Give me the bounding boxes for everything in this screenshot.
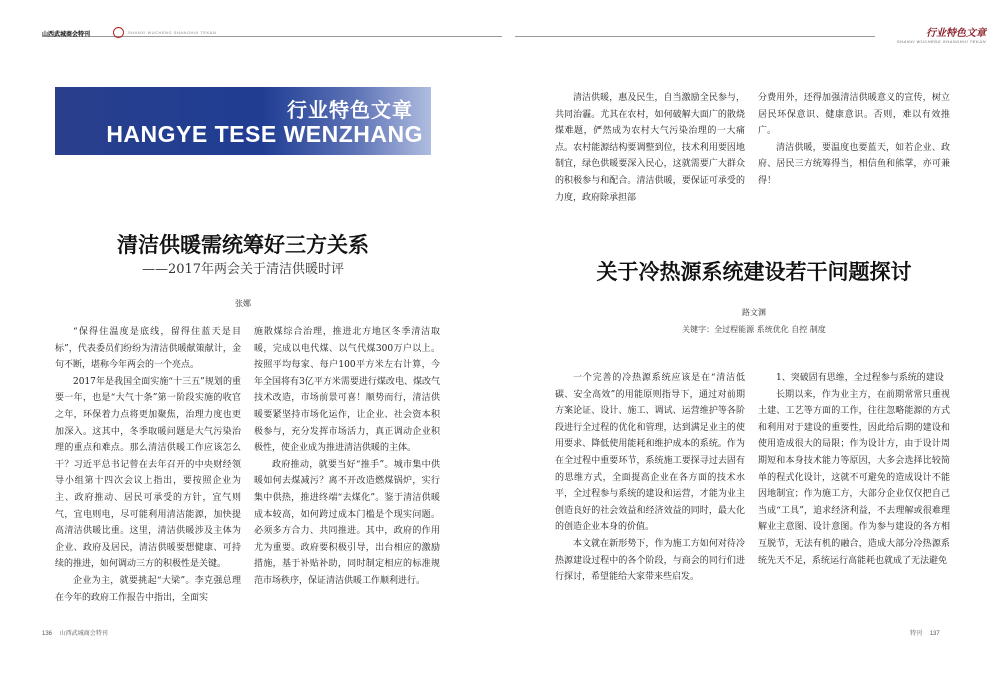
page-number-right: 137 [929, 631, 940, 637]
footer-left [42, 628, 108, 637]
paragraph: 一个完善的冷热源系统应该是在“清洁低碳、安全高效”的用能原则指导下，通过对前期方案论证、设计、施工、调试、运营维护等各阶段进行全过程的优化和管理，达到满足业主的使用要求、降低使用能耗和维护成本的系统。作为在全过程中重要环节，系统施工要探寻过去固有的思维方式，全面提高企业在各方面的技术水平，全过程参与系统的建设和运营，才能为业主创造良好的社会效益和经济效益的同时，最大化的创造企业本身的价值。 [555, 373, 745, 533]
article2-keywords: 关键字：全过程能源 系统优化 自控 制度 [682, 325, 826, 334]
article2-title: 关于冷热源系统建设若干问题探讨 [596, 260, 912, 284]
footer-label-right: 特刊 [910, 631, 923, 637]
section-brand-en: SHANXI WUCHENG SHANGHUI TEKAN [896, 39, 986, 44]
article2-author: 路文渊 [742, 308, 766, 317]
paragraph: 施散煤综合治理，推进北方地区冬季清洁取暖，完成以电代煤、以气代煤300万户以上。按照平均每家、每户100平方米左右计算，今年全国将有3亿平方米需要进行煤改电、煤改气技术改造，市场前景可喜！顺势而行，清洁供暖要紧坚持市场化运作，让企业、社会资本积极参与，充分发挥市场活力，真正调动企业积极性，使企业成为推进清洁供暖的主体。 [254, 327, 440, 454]
article1-column-4 [758, 90, 950, 190]
paragraph: 清洁供暖，要温度也要蓝天，如若企业、政府、居民三方统筹得当，相信鱼和熊掌，亦可兼得！ [758, 142, 950, 186]
article2-column-2 [758, 370, 950, 569]
banner-title-en: HANGYE TESE WENZHANG [106, 121, 423, 147]
page-number-left: 136 [42, 631, 53, 637]
section-banner [55, 87, 431, 155]
article2-column-1 [555, 370, 745, 586]
article1-column-2 [254, 324, 440, 590]
article1-column-1 [55, 324, 241, 606]
magazine-name-en: SHANXI WUCHENG SHANGHUI TEKAN [128, 30, 217, 35]
header-rule-right [515, 36, 875, 37]
paragraph: 分费用外，还得加强清洁供暖意义的宣传，树立居民环保意识、健康意识。否则，难以有效推广。 [758, 93, 950, 137]
masthead-right [897, 24, 986, 44]
paragraph: 企业为主，就要挑起“大梁”。李克强总理在今年的政府工作报告中指出，全面实 [55, 575, 241, 603]
paragraph: 2017年是我国全面实施“十三五”规划的重要一年，也是“大气十条”第一阶段实施的收官之年，环保着力点将更加聚焦，治理力度也更加深入。这其中，冬季取暖问题是大气污染治理的重点和难点。那么清洁供暖工作应该怎么干？习近平总书记曾在去年召开的中央财经领导小组第十四次会议上指出，要按照企业为主、政府推动、居民可承受的方针，宜气则气，宜电则电，尽可能利用清洁能源，加快提高清洁供暖比重。这里，清洁供暖涉及主体为企业、政府及居民，清洁供暖要想健康、可持续的推进，如何调动三方的积极性是关键。 [55, 376, 241, 570]
footer-right [910, 628, 940, 637]
article1-column-3 [555, 90, 745, 206]
chamber-logo-icon [113, 27, 124, 38]
footer-label-left: 山西武城商会特刊 [59, 631, 108, 637]
header-rule-left [42, 36, 502, 37]
article1-title: 清洁供暖需统筹好三方关系 [117, 233, 369, 257]
article1-subtitle: ——2017年两会关于清洁供暖时评 [141, 262, 345, 277]
banner-title: 行业特色文章 [287, 98, 413, 122]
masthead-left [42, 29, 90, 38]
section-brand: 行业特色文章 [926, 28, 986, 39]
paragraph: “保得住温度是底线，留得住蓝天是目标”，代表委员们纷纷为清洁供暖献策献计，金句不断，堪称今年两会的一个亮点。 [55, 327, 241, 371]
paragraph: 本文就在新形势下，作为施工方如何对待冷热源建设过程中的各个阶段，与商会的同行们进行探讨，希望能给大家带来些启发。 [555, 538, 745, 583]
magazine-name: 山西武城商会特刊 [42, 31, 91, 38]
article1-author: 张娜 [235, 299, 251, 308]
section-heading: 1、突破固有思维，全过程参与系统的建设 [776, 373, 944, 383]
paragraph: 清洁供暖，惠及民生，自当激励全民参与，共同治霾。尤其在农村，如何破解大面广的散烧煤难题，俨然成为农村大气污染治理的一大痛点。农村能源结构要调整到位，技术利用要因地制宜，绿色供暖要深入民心，这就需要广大群众的积极参与和配合。清洁供暖，要保证可承受的力度，政府除承担部 [555, 93, 745, 203]
paragraph: 政府推动，就要当好“推手”。城市集中供暖如何去煤减污？离不开改造燃煤锅炉，实行集中供热，推进终端“去煤化”。鉴于清洁供暖成本较高，如何跨过成本门槛是个现实问题。必须多方合力、共同推进。其中，政府的作用尤为重要。政府要积极引导，出台相应的激励措施，基于补贴补助，同时制定相应的标准规范市场秩序，保证清洁供暖工作顺利进行。 [254, 459, 440, 586]
paragraph: 长期以来，作为业主方，在前期常常只重视土建、工艺等方面的工作，往往忽略能源的方式和利用对于建设的重要性，因此给后期的建设和使用造成很大的局限；作为设计方，由于设计周期短和本身技术能力等原因，大多会选择比较简单的程式化设计，这就不可避免的造成设计不能因地制宜；作为施工方，大部分企业仅仅把自己当成“工具”，追求经济利益，不去理解或很难理解业主意图、设计意图。作为参与建设的各方相互脱节，无法有机的融合，造成大部分冷热源系统先天不足，系统运行高能耗也就成了无法避免 [758, 389, 950, 566]
